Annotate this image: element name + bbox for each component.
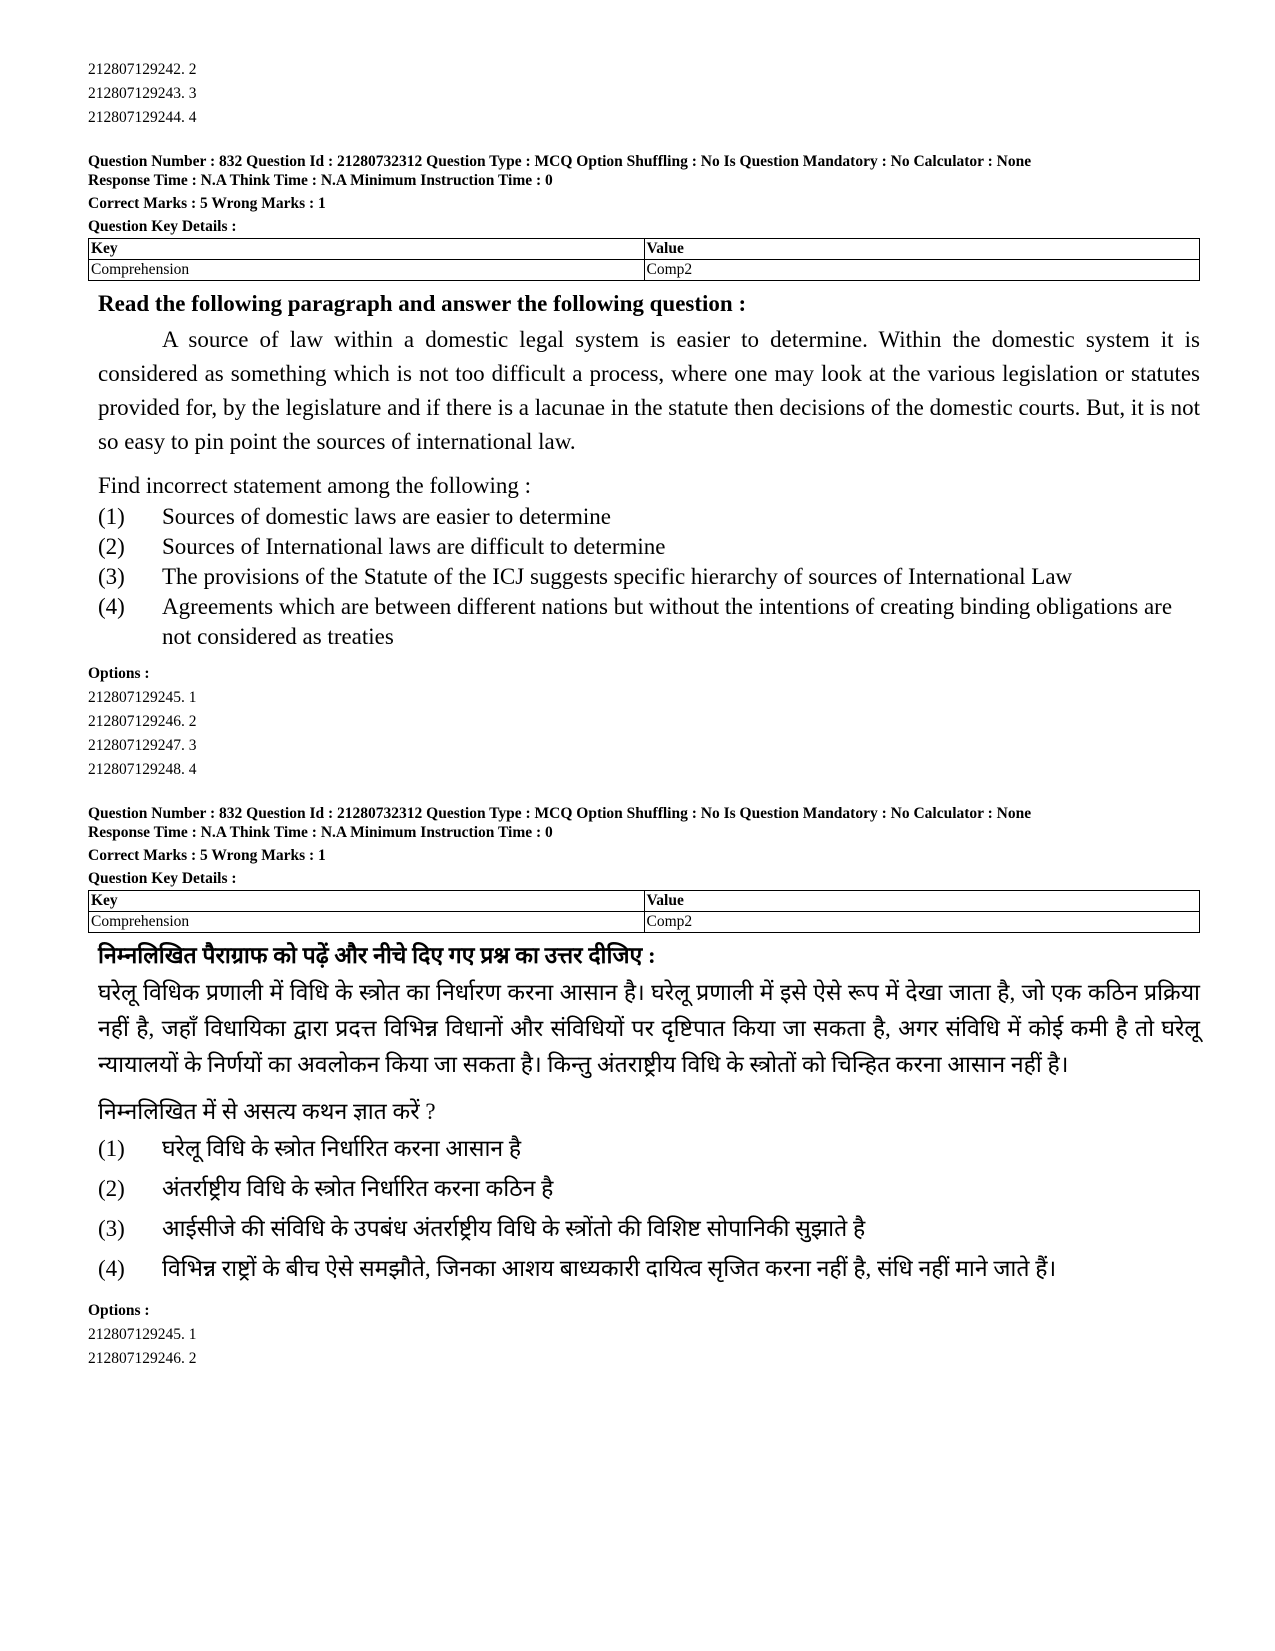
- table-row: [89, 260, 1200, 281]
- option-line: 212807129245. 1: [88, 1326, 197, 1343]
- question-meta-line1: Question Number : 832 Question Id : 21280732312 Question Type : MCQ Option Shuffling : No Is Question Mandatory : No Calculator : None: [88, 805, 1032, 822]
- choice-number: (4): [98, 1256, 125, 1281]
- choice-item: [98, 592, 1200, 652]
- options-label: Options :: [88, 1302, 150, 1319]
- question-meta-line2: Response Time : N.A Think Time : N.A Minimum Instruction Time : 0: [88, 172, 553, 189]
- option-line: 212807129246. 2: [88, 713, 197, 730]
- table-row: [89, 912, 1200, 933]
- option-line: 212807129246. 2: [88, 1350, 197, 1367]
- key-details-table: [88, 238, 1200, 281]
- question-body: [88, 939, 1200, 1289]
- value-header: Value: [644, 891, 1200, 912]
- options-list: [88, 1323, 1200, 1371]
- question-meta-line1: Question Number : 832 Question Id : 21280732312 Question Type : MCQ Option Shuffling : No Is Question Mandatory : No Calculator : None: [88, 153, 1032, 170]
- option-line: 212807129242. 2: [88, 61, 197, 78]
- value-cell: Comp2: [644, 912, 1200, 933]
- key-cell: Comprehension: [89, 912, 645, 933]
- question-meta-line2: Response Time : N.A Think Time : N.A Minimum Instruction Time : 0: [88, 824, 553, 841]
- question-prompt: निम्नलिखित में से असत्य कथन ज्ञात करें ?: [98, 1099, 436, 1124]
- marks-line: Correct Marks : 5 Wrong Marks : 1: [88, 195, 326, 212]
- question-prompt: Find incorrect statement among the following :: [98, 473, 532, 498]
- marks-line: Correct Marks : 5 Wrong Marks : 1: [88, 847, 326, 864]
- question-title: निम्नलिखित पैराग्राफ को पढ़ें और नीचे दिए गए प्रश्न का उत्तर दीजिए :: [98, 943, 656, 968]
- question-paragraph: A source of law within a domestic legal system is easier to determine. Within the domestic system it is considered as something which is not too difficult a process, where one may look at the various legislation or statutes provided for, by the legislature and if there is a lacunae in the statute then decisions of the domestic courts. But, it is not so easy to pin point the sources of international law.: [98, 327, 1200, 454]
- options-label: Options :: [88, 665, 150, 682]
- question-paragraph: घरेलू विधिक प्रणाली में विधि के स्त्रोत का निर्धारण करना आसान है। घरेलू प्रणाली में इसे ऐसे रूप में देखा जाता है, जो एक कठिन प्रक्रिया नहीं है, जहाँ विधायिका द्वारा प्रदत्त विभिन्न विधानों और संविधियों पर दृष्टिपात किया जा सकता है, अगर संविधि में कोई कमी है तो घरेलू न्यायालयों के निर्णयों का अवलोकन किया जा सकता है। किन्तु अंतराष्ट्रीय विधि के स्त्रोतों को चिन्हित करना आसान नहीं है।: [98, 980, 1200, 1077]
- table-header-row: [89, 891, 1200, 912]
- choice-text: विभिन्न राष्ट्रों के बीच ऐसे समझौते, जिनका आशय बाध्यकारी दायित्व सृजित करना नहीं है, संधि नहीं माने जाते हैं।: [162, 1256, 1057, 1281]
- choice-number: (1): [98, 1136, 125, 1161]
- key-header: Key: [89, 239, 645, 260]
- table-header-row: [89, 239, 1200, 260]
- option-line: 212807129248. 4: [88, 761, 197, 778]
- key-details-table: [88, 890, 1200, 933]
- option-line: 212807129243. 3: [88, 85, 197, 102]
- choice-item: [98, 1169, 1200, 1209]
- question-english: [88, 152, 1200, 782]
- question-title: Read the following paragraph and answer the following question :: [98, 291, 747, 316]
- choice-text: Sources of domestic laws are easier to determine: [162, 504, 611, 529]
- option-line: 212807129245. 1: [88, 689, 197, 706]
- choice-text: The provisions of the Statute of the ICJ suggests specific hierarchy of sources of International Law: [162, 564, 1073, 589]
- key-details-label: Question Key Details :: [88, 218, 237, 235]
- choice-number: (3): [98, 564, 125, 589]
- choice-item: [98, 532, 1200, 562]
- choice-text: अंतर्राष्ट्रीय विधि के स्त्रोत निर्धारित करना कठिन है: [162, 1176, 554, 1201]
- choice-number: (4): [98, 594, 125, 619]
- key-details-label: Question Key Details :: [88, 870, 237, 887]
- value-cell: Comp2: [644, 260, 1200, 281]
- option-line: 212807129244. 4: [88, 109, 197, 126]
- choice-number: (3): [98, 1216, 125, 1241]
- choice-number: (2): [98, 1176, 125, 1201]
- choice-text: घरेलू विधि के स्त्रोत निर्धारित करना आसान है: [162, 1136, 522, 1161]
- choice-item: [98, 1249, 1200, 1289]
- value-header: Value: [644, 239, 1200, 260]
- document-page: [88, 58, 1200, 1371]
- choice-item: [98, 1129, 1200, 1169]
- options-list: [88, 686, 1200, 782]
- option-line: 212807129247. 3: [88, 737, 197, 754]
- choice-number: (2): [98, 534, 125, 559]
- key-cell: Comprehension: [89, 260, 645, 281]
- choice-number: (1): [98, 504, 125, 529]
- question-hindi: [88, 804, 1200, 1371]
- previous-options-list: [88, 58, 1200, 130]
- choice-item: [98, 562, 1200, 592]
- choice-item: [98, 1209, 1200, 1249]
- question-body: [88, 287, 1200, 652]
- choice-text: Sources of International laws are difficult to determine: [162, 534, 666, 559]
- choice-item: [98, 502, 1200, 532]
- key-header: Key: [89, 891, 645, 912]
- choice-text: Agreements which are between different nations but without the intentions of creating binding obligations are not considered as treaties: [162, 594, 1173, 649]
- choice-text: आईसीजे की संविधि के उपबंध अंतर्राष्ट्रीय विधि के स्त्रोंतो की विशिष्ट सोपानिकी सुझाते है: [162, 1216, 866, 1241]
